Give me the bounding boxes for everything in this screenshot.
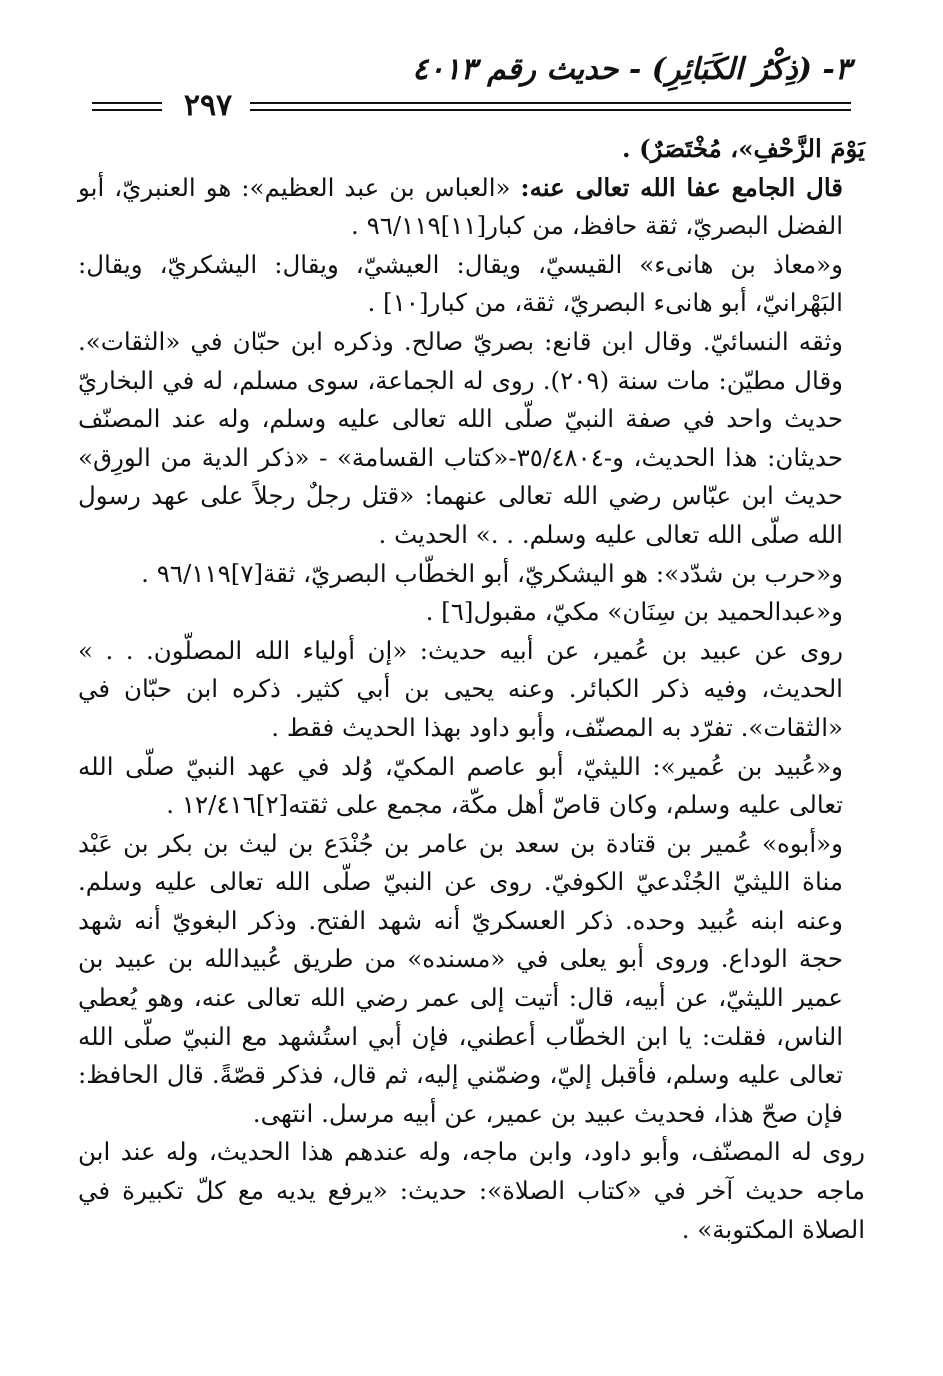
paragraph-4: وثقه النسائيّ. وقال ابن قانع: بصريّ صالح. وذكره ابن حبّان في «الثقات». وقال مطيّن: مات سنة (٢٠٩). روى له الجماعة، سوى مسلم، له في البخاريّ حديث واحد في صفة النبيّ صلّى الله تعالى عليه وسلم، وله عند المصنّف حديثان: هذا الحديث، و-٣٥/٤٨٠٤-«كتاب القسامة» - «ذكر الدية من الورِق» حديث ابن عبّاس رضي الله تعالى عنهما: «قتل رجلٌ رجلاً على عهد رسول الله صلّى الله تعالى عليه وسلم. . .» الحديث . — [78, 326, 843, 549]
paragraph-7: روى عن عبيد بن عُمير، عن أبيه حديث: «إن أولياء الله المصلّون. . . » الحديث، وفيه ذكر الكبائر. وعنه يحيى بن أبي كثير. ذكره ابن حبّان في «الثقات». تفرّد به المصنّف، وأبو داود بهذا الحديث فقط . — [78, 635, 843, 742]
page-number: ٢٩٧ — [183, 88, 233, 123]
paragraph-1: يَوْمَ الزَّحْفِ»، مُخْتَصَرٌ) . — [622, 134, 865, 163]
paragraph-10: روى له المصنّف، وأبو داود، وابن ماجه، وله عندهم هذا الحديث، وله عند ابن ماجه حديث آخر في «كتاب الصلاة»: حديث: «يرفع يديه مع كلّ تكبيرة في الصلاة المكتوبة» . — [78, 1137, 865, 1244]
paragraph-6: و«عبدالحميد بن سِنَان» مكيّ، مقبول[٦] . — [425, 597, 843, 627]
page-header — [92, 52, 851, 122]
paragraph-3: و«معاذ بن هانىء» القيسيّ، ويقال: العيشيّ، ويقال: اليشكريّ، ويقال: البَهْرانيّ، أبو هانىء البصريّ، ثقة، من كبار[١٠] . — [78, 249, 843, 318]
header-rule-right — [250, 102, 851, 111]
paragraph-8: و«عُبيد بن عُمير»: الليثيّ، أبو عاصم المكيّ، وُلد في عهد النبيّ صلّى الله تعالى عليه وسلم، وكان قاصّ أهل مكّة، مجمع على ثقته[٢]١٢/٤١٦ . — [78, 751, 843, 820]
paragraph-5: و«حرب بن شدّد»: هو اليشكريّ، أبو الخطّاب البصريّ، ثقة[٧]٩٦/١١٩ . — [141, 558, 843, 588]
paragraph-9: و«أبوه» عُمير بن قتادة بن سعد بن عامر بن جُنْدَع بن ليث بن بكر بن عَبْد مناة الليثيّ الجُنْدعيّ الكوفيّ. روى عن النبيّ صلّى الله تعالى عليه وسلم. وعنه ابنه عُبيد وحده. ذكر العسكريّ أنه شهد الفتح. وذكر البغويّ أنه شهد حجة الوداع. وروى أبو يعلى في «مسنده» من طريق عُبيدالله بن عبيد بن عمير الليثيّ، عن أبيه، قال: أتيت إلى عمر رضي الله تعالى عنه، وهو يُعطي الناس، فقلت: يا ابن الخطّاب أعطني، فإن أبي استُشهد مع النبيّ صلّى الله تعالى عليه وسلم، فأقبل إليّ، وضمّني إليه، ثم قال، فذكر قصّةً. قال الحافظ: فإن صحّ هذا، فحديث عبيد بن عمير، عن أبيه مرسل. انتهى. — [78, 828, 843, 1128]
header-rule-left — [92, 102, 162, 111]
running-title: ٣- (ذِكْرُ الكَبَائِرِ) - حديث رقم ٤٠١٣ — [412, 52, 851, 87]
paragraph-lead: قال الجامع عفا الله تعالى عنه: — [520, 172, 844, 202]
body-text — [78, 130, 865, 1249]
paragraph-2: قال الجامع عفا الله تعالى عنه: «العباس بن عبد العظيم»: هو العنبريّ، أبو الفضل البصريّ، ثقة حافظ، من كبار[١١]٩٦/١١٩ . — [78, 172, 844, 241]
